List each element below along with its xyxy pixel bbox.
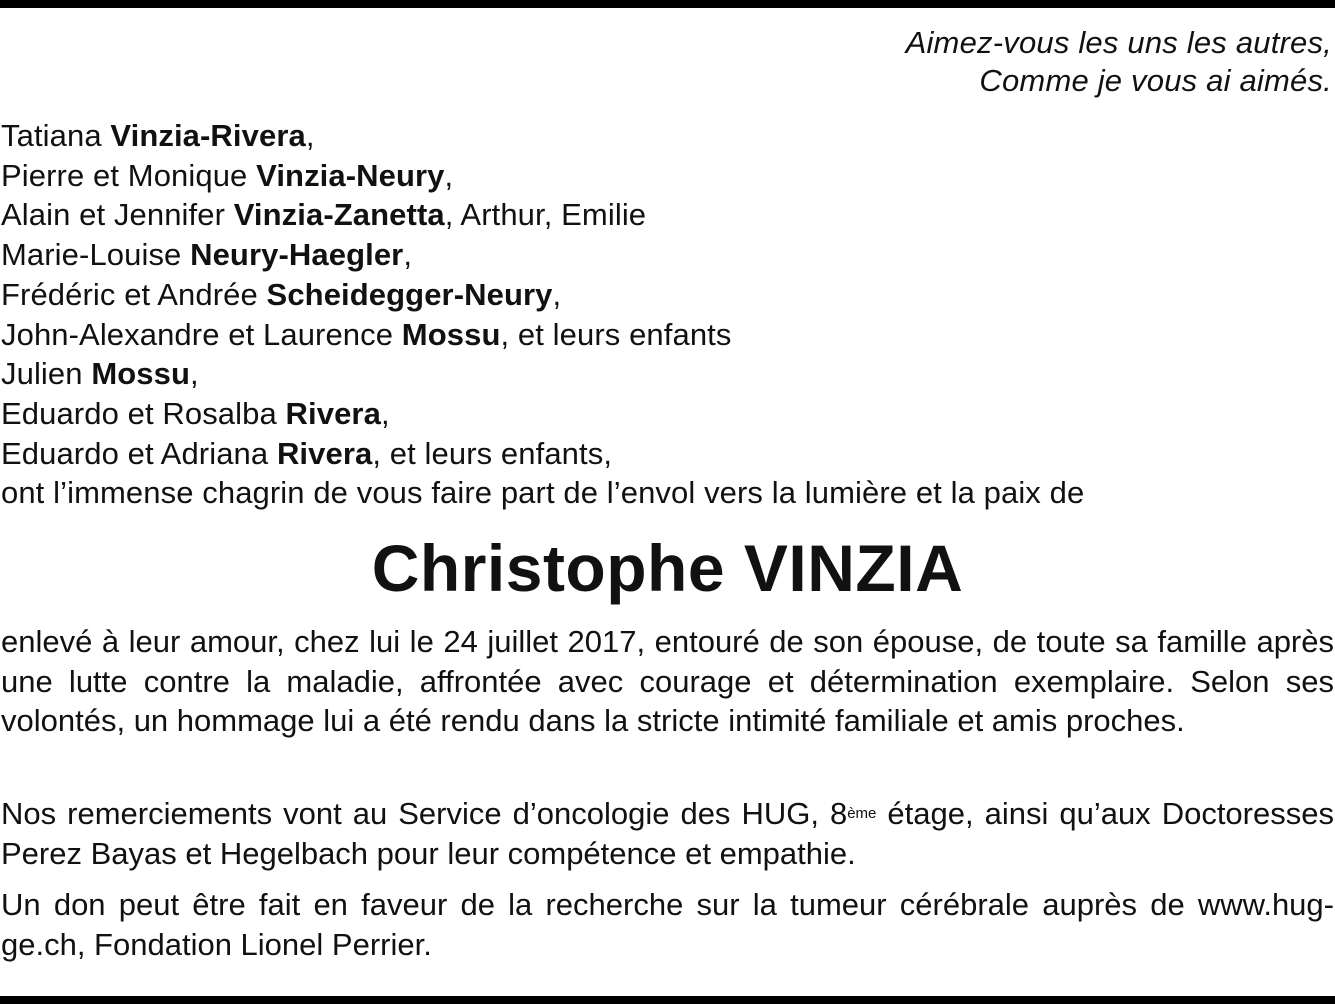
bottom-border-rule [0,996,1335,1004]
family-line [1,156,1084,196]
family-suffix: , [190,356,199,392]
family-given-names: Marie-Louise [1,237,191,273]
thanks-paragraph [1,794,1334,873]
family-given-names: Eduardo et Adriana [1,435,277,471]
family-line [1,275,1084,315]
family-surname: Vinzia-Rivera [110,118,306,153]
family-surname: Rivera [285,395,381,431]
family-given-names: Tatiana [1,118,111,153]
floor-superscript: ème [847,805,877,822]
circumstances-paragraph: enlevé à leur amour, chez lui le 24 juillet 2017, entouré de son épouse, de toute sa famille après une lutte contre la maladie, affrontée avec courage et détermination exemplaire. Selon ses volontés, un hommage lui a été rendu dans la stricte intimité familiale et amis proches. [1,624,1334,739]
family-suffix: , [552,276,562,312]
epigraph-line-2: Comme je vous ai aimés. [979,63,1332,98]
top-border-rule [0,0,1335,8]
family-suffix: , [444,157,454,193]
family-line [1,235,1084,275]
family-line [1,315,1084,355]
family-given-names: Eduardo et Rosalba [1,395,286,431]
family-surname: Vinzia-Neury [256,157,445,193]
family-given-names: Pierre et Monique [1,157,257,193]
family-given-names: Julien [1,356,92,392]
family-surname: Rivera [276,435,373,471]
family-line [1,434,1084,474]
epigraph-quote [906,24,1332,100]
family-suffix: , [305,118,315,153]
family-surname: Mossu [401,316,501,352]
family-line [1,354,1084,394]
family-given-names: John-Alexandre et Laurence [1,316,402,352]
epigraph-line-1: Aimez-vous les uns les autres, [905,25,1332,60]
family-surname: Vinzia-Zanetta [233,197,445,233]
family-suffix: , et leurs enfants, [372,435,613,471]
family-suffix: , [403,237,413,273]
family-given-names: Alain et Jennifer [1,197,234,233]
family-line [1,394,1084,434]
family-line [1,116,1084,156]
family-suffix: , et leurs enfants [500,316,732,352]
family-list [1,116,1084,513]
announcement-text: ont l’immense chagrin de vous faire part de l’envol vers la lumière et la paix de [1,475,1085,511]
family-surname: Scheidegger-Neury [266,276,553,312]
family-given-names: Frédéric et Andrée [1,276,267,312]
thanks-text-start: Nos remerciements vont au Service d’oncologie des HUG, 8 [1,796,848,831]
family-surname: Mossu [91,356,190,392]
family-line [1,195,1084,235]
donation-paragraph: Un don peut être fait en faveur de la recherche sur la tumeur cérébrale auprès de www.hug-ge.ch, Fondation Lionel Perrier. [1,887,1334,962]
thanks-text-end: étage, ainsi qu’aux Doctoresses Perez Bayas et Hegelbach pour leur compétence et empathie. [1,796,1334,871]
family-surname: Neury-Haegler [190,237,404,273]
deceased-name: Christophe VINZIA [371,531,964,605]
family-suffix: , [380,395,390,431]
family-suffix: , Arthur, Emilie [444,197,647,233]
